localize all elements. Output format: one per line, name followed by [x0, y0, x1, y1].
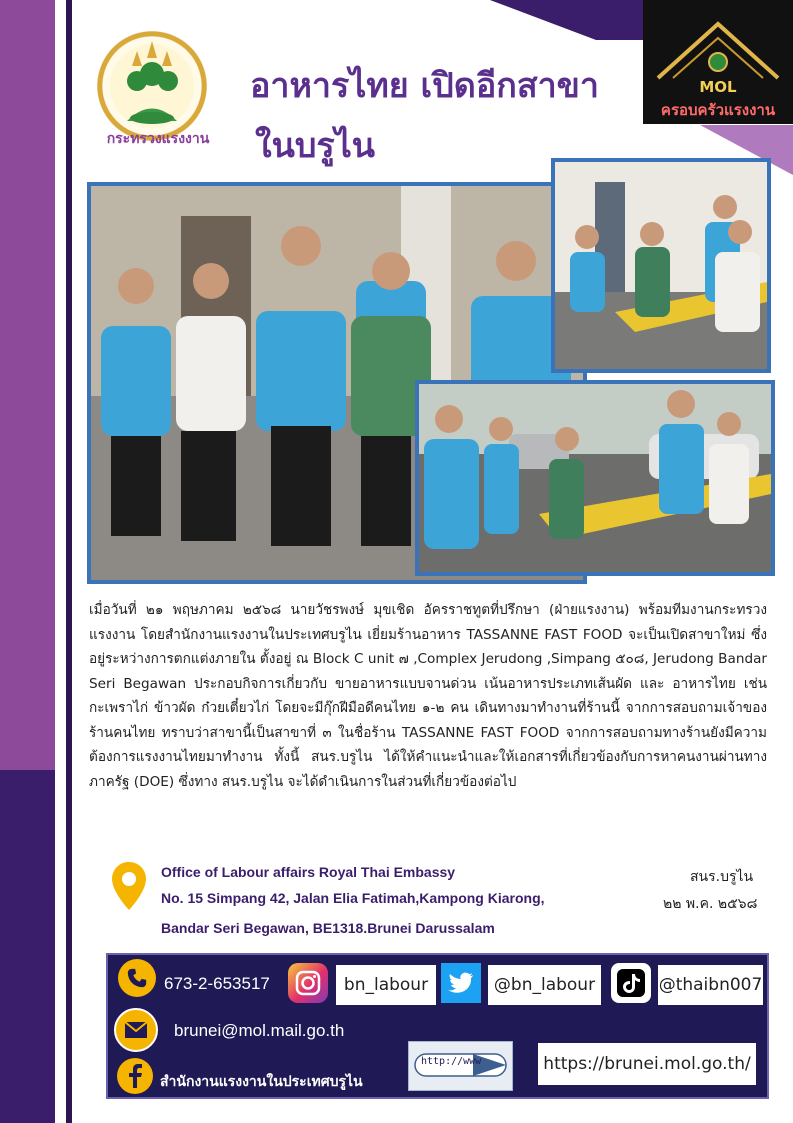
- web-address-bar-icon: [408, 1041, 513, 1091]
- instagram-icon[interactable]: [288, 963, 328, 1003]
- article-body: เมื่อวันที่ ๒๑ พฤษภาคม ๒๕๖๘ นายวัชรพงษ์ มุขเชิด อัครราชทูตที่ปรึกษา (ฝ่ายแรงงาน) พร้อมทีมงานกระทรวงแรงงาน โดยสำนักงานแรงงานในประเทศบรูไน เยี่ยมร้านอาหาร TASSANNE FAST FOOD จะเป็นเปิดสาขาใหม่ ซึ่งอยู่ระหว่างการตกแต่งภายใน ตั้งอยู่ ณ Block C unit ๗ ,Complex Jerudong ,Simpang ๕๐๘, Jerudong Bandar Seri Begawan ประกอบกิจการเกี่ยวกับ ขายอาหารแบบจานด่วน เน้นอาหารประเภทเส้นผัด และ อาหารไทย เช่น กะเพราไก่ ข้าวผัด ก๋วยเตี๋ยวไก่ โดยจะมีกุ๊กฝีมือดีคนไทย ๑-๒ คน เดินทางมาทำงานที่ร้านนี้ จากการสอบถามเจ้าของร้านคนไทย ทราบว่าสาขานี้เป็นสาขาที่ ๓ ในชื่อร้าน TASSANNE FAST FOOD จากการสอบถามทางร้านยังมีความต้องการแรงงานไทยมาทำงาน ทั้งนี้ สนร.บรูไน ได้ให้คำแนะนำและให้เอกสารที่เกี่ยวข้องกับการหาคนงานผ่านทางภาครัฐ (DOE) ซึ่งทาง สนร.บรูไน จะได้ดำเนินการในส่วนที่เกี่ยวข้องต่อไป: [89, 602, 767, 790]
- left-decor-rule: [66, 0, 72, 1123]
- photo-street-talk: [551, 158, 771, 373]
- instagram-handle[interactable]: bn_labour: [336, 965, 436, 1005]
- signature-office: สนร.บรูไน: [690, 869, 754, 885]
- signature-date: ๒๒ พ.ค. ๒๕๖๘: [663, 896, 758, 912]
- location-pin-icon: [112, 862, 146, 910]
- tiktok-handle[interactable]: @thaibn007: [658, 965, 763, 1005]
- phone-icon: [118, 959, 156, 997]
- seal-label: กระทรวงแรงงาน: [106, 131, 210, 147]
- address-line-1: Office of Labour affairs Royal Thai Embassy: [161, 864, 456, 880]
- contact-panel: [106, 953, 769, 1099]
- website-link[interactable]: https://brunei.mol.go.th/: [538, 1043, 756, 1085]
- twitter-handle[interactable]: @bn_labour: [488, 965, 601, 1005]
- phone-number[interactable]: 673-2-653517: [164, 974, 270, 993]
- mol-logo-text: MOL: [699, 78, 737, 96]
- facebook-icon[interactable]: [117, 1058, 153, 1094]
- address-line-3: Bandar Seri Begawan, BE1318.Brunei Darussalam: [161, 920, 495, 936]
- mol-logo-subtext: ครอบครัวแรงงาน: [660, 101, 776, 119]
- facebook-page-name[interactable]: สำนักงานแรงงานในประเทศบรูไน: [160, 1074, 363, 1090]
- left-decor-band-dark: [0, 770, 55, 1123]
- page-title-line1: อาหารไทย เปิดอีกสาขา: [250, 66, 600, 106]
- email-icon: [114, 1008, 158, 1052]
- twitter-icon[interactable]: [441, 963, 481, 1003]
- photo-parking-lot: [415, 380, 775, 576]
- address-line-2: No. 15 Simpang 42, Jalan Elia Fatimah,Kampong Kiarong,: [161, 890, 545, 906]
- tiktok-icon[interactable]: [611, 963, 651, 1003]
- url-banner-text: http://www: [421, 1056, 482, 1067]
- email-address[interactable]: brunei@mol.mail.go.th: [174, 1021, 345, 1040]
- page-title-line2: ในบรูไน: [255, 126, 376, 166]
